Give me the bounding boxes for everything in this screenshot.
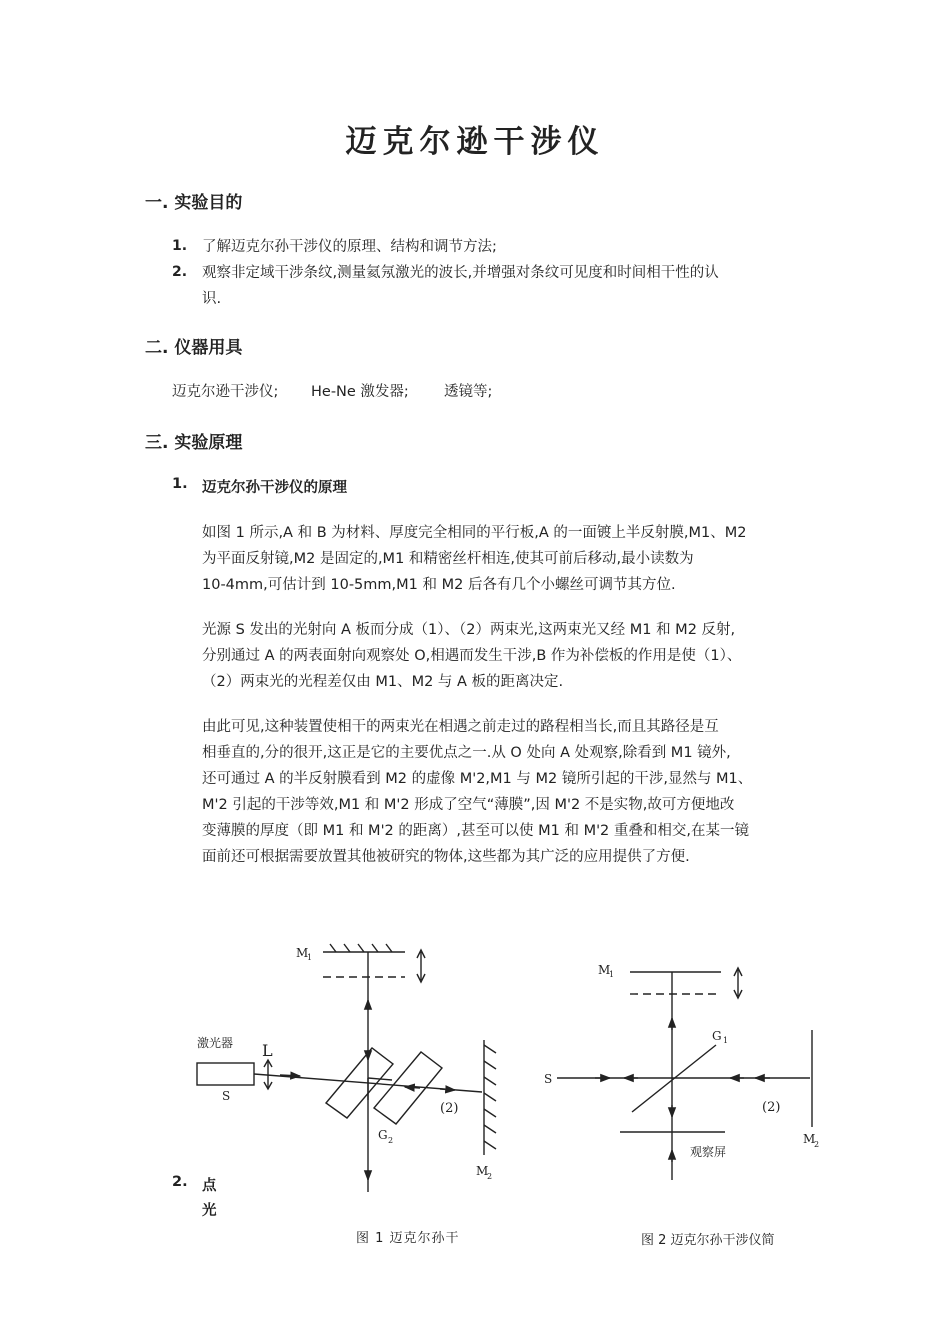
subsection-number: 1. (172, 476, 188, 492)
label-source: S (544, 1072, 553, 1086)
label-m2-subscript: 2 (814, 1140, 820, 1149)
instrument-item: 迈克尔逊干涉仪; (172, 384, 279, 400)
label-source: S (222, 1089, 231, 1103)
instrument-item: 透镜等; (444, 384, 493, 400)
subsection-title: 点 (202, 1178, 217, 1194)
paragraph-line: 光源 S 发出的光射向 A 板而分成（1）、（2）两束光,这两束光又经 M1 和 M2 反射, (202, 622, 736, 638)
list-item-text-continued: 识. (202, 291, 222, 307)
figure-2-simplified-diagram (540, 950, 840, 1190)
label-screen: 观察屏 (690, 1145, 727, 1159)
figure-1-caption: 图 1 迈克尔孙干 (356, 1231, 460, 1246)
label-lens: L (262, 1041, 273, 1060)
label-m2: M (803, 1132, 816, 1146)
label-m1: M (598, 963, 611, 977)
label-g1-subscript: 1 (723, 1036, 729, 1045)
paragraph-line: （2）两束光的光程差仅由 M1、M2 与 A 板的距离决定. (202, 674, 564, 690)
label-m1-subscript: 1 (609, 970, 615, 979)
paragraph-line: 还可通过 A 的半反射膜看到 M2 的虚像 M'2,M1 与 M2 镜所引起的干涉,显然与 M1、 (202, 771, 753, 787)
label-g2-subscript: 2 (388, 1136, 394, 1145)
label-m1: M (296, 946, 309, 960)
figure-1-michelson-diagram (180, 930, 520, 1200)
label-m2: M (476, 1164, 489, 1178)
list-item-text: 观察非定域干涉条纹,测量氦氖激光的波长,并增强对条纹可见度和时间相干性的认 (202, 265, 719, 281)
section-heading-principle: 三. 实验原理 (145, 433, 243, 453)
paragraph-line: 面前还可根据需要放置其他被研究的物体,这些都为其广泛的应用提供了方便. (202, 849, 690, 865)
paragraph-2 (202, 617, 806, 695)
page-title: 迈克尔逊干涉仪 (345, 124, 605, 160)
list-item-number: 1. (172, 238, 188, 254)
section-heading-instruments: 二. 仪器用具 (145, 338, 243, 358)
subsection-title-continued: 光 (202, 1203, 217, 1219)
paragraph-line: 10-4mm,可估计到 10-5mm,M1 和 M2 后各有几个小螺丝可调节其方位. (202, 577, 676, 593)
paragraph-line: 如图 1 所示,A 和 B 为材料、厚度完全相同的平行板,A 的一面镀上半反射膜,M1、M2 (202, 525, 747, 541)
label-m2-subscript: 2 (487, 1172, 493, 1181)
label-beam2: (2) (762, 1100, 781, 1115)
section-heading-objectives: 一. 实验目的 (145, 193, 243, 213)
instrument-item: He-Ne 激发器; (311, 384, 409, 400)
label-g2: G (378, 1128, 388, 1142)
label-beam2: (2) (440, 1101, 459, 1116)
paragraph-line: 分别通过 A 的两表面射向观察处 O,相遇而发生干涉,B 作为补偿板的作用是使（1）、 (202, 648, 742, 664)
label-g1: G (712, 1029, 722, 1043)
paragraph-line: M'2 引起的干涉等效,M1 和 M'2 形成了空气“薄膜”,因 M'2 不是实物,故可方便地改 (202, 797, 735, 813)
figure-2-caption: 图 2 迈克尔孙干涉仪简 (641, 1233, 775, 1248)
label-laser: 激光器 (197, 1036, 234, 1050)
paragraph-line: 由此可见,这种装置使相干的两束光在相遇之前走过的路程相当长,而且其路径是互 (202, 719, 719, 735)
paragraph-line: 变薄膜的厚度（即 M1 和 M'2 的距离）,甚至可以使 M1 和 M'2 重叠和相交,在某一镜 (202, 823, 750, 839)
list-item-number: 2. (172, 264, 188, 280)
label-m1-subscript: 1 (307, 953, 313, 962)
subsection-title: 迈克尔孙干涉仪的原理 (202, 480, 347, 496)
paragraph-1 (202, 520, 806, 598)
paragraph-line: 相垂直的,分的很开,这正是它的主要优点之一.从 O 处向 A 处观察,除看到 M1 镜外, (202, 745, 731, 761)
paragraph-3 (202, 714, 806, 870)
list-item-text: 了解迈克尔孙干涉仪的原理、结构和调节方法; (202, 239, 497, 255)
subsection-number: 2. (172, 1174, 188, 1190)
laser-box (197, 1063, 254, 1085)
paragraph-line: 为平面反射镜,M2 是固定的,M1 和精密丝杆相连,使其可前后移动,最小读数为 (202, 551, 694, 567)
